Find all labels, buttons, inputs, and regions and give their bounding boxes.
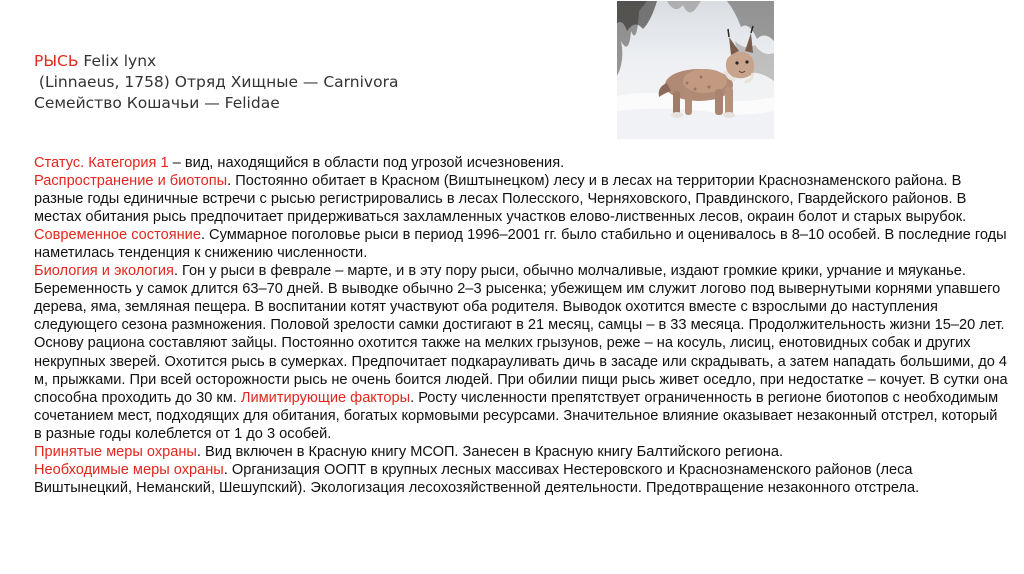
section-text: – вид, находящийся в области под угрозой исчезновения.	[168, 155, 565, 171]
section-text: . Гон у рыси в феврале – марте, и в эту пору рыси, обычно молчаливые, издают громкие крики, урчание и мяуканье. Беременность у самок длится 63–70 дней. В выводке обычно 2–3 рысенка; убежищем им служит логово под вывернутыми корнями упавшего дерева, яма, земляная пещера. В воспитании котят участвуют оба родителя. Выводок охотится вместе с взрослыми до наступления следующего сезона размножения. Половой зрелости самки достигают в 21 месяц, самцы – в 33 месяца. Продолжительность жизни 15–20 лет. Основу рациона составляют зайцы. Постоянно охотится также на мелких грызунов, реже – на косуль, лисиц, енотовидных собак и других некрупных зверей. Охотится рысь в сумерках. Предпочитает подкарауливать дичь в засаде или скрадывать, а затем нападать большими, до 4 м, прыжками. При всей осторожности рысь не очень боится людей. При обилии пищи рысь живет оседло, при недостатке – кочует. В сутки она способна проходить до 30 км.	[34, 263, 1008, 406]
section-measures-needed	[34, 461, 1009, 497]
title-line-3: Семейство Кошачьи — Felidae	[34, 94, 280, 112]
section-status	[34, 154, 1009, 172]
section-text: . Организация ООПТ в крупных лесных массивах Нестеровского и Краснознаменского районов (леса Виштынецкий, Неманский, Шешупский). Экологизация лесохозяйственной деятельности. Предотвращение незаконного отстрела.	[34, 461, 920, 496]
section-heading-limiting: Лимитирующие факторы	[240, 389, 411, 406]
section-text: . Постоянно обитает в Красном (Виштынецком) лесу и в лесах на территории Краснознаменского района. В разные годы единичные встречи с рысью регистрировались в лесах Полесского, Черняховского, Правдинского, Гвардейского районов. В местах обитания рысь предпочитает придерживаться захламленных участков елово-лиственных лесов, окраин болот и старых вырубок.	[34, 173, 967, 226]
section-measures-taken	[34, 443, 1009, 461]
title-line-1	[34, 51, 398, 72]
lynx-in-snow-photo	[617, 1, 774, 139]
species-name-ru: РЫСЬ	[34, 52, 79, 70]
section-heading: Статус. Категория 1	[34, 155, 169, 171]
species-name-lat: Felix lynx	[78, 52, 157, 70]
section-text: . Росту численности препятствует ограниченность в регионе биотопов с необходимым сочетанием мест, подходящих для обитания, богатых кормовыми ресурсами. Значительное влияние оказывает незаконный отстрел, который в разные годы колеблется от 1 до 3 особей.	[34, 389, 999, 442]
section-distribution	[34, 172, 1009, 226]
section-heading: Принятые меры охраны	[34, 443, 197, 460]
section-heading: Биология и экология	[34, 263, 174, 280]
section-heading: Необходимые меры охраны	[34, 461, 224, 478]
section-biology	[34, 262, 1009, 442]
section-current-state	[34, 226, 1009, 262]
species-description	[34, 154, 1009, 497]
page-title	[34, 51, 398, 114]
section-text: . Суммарное поголовье рыси в период 1996–2001 гг. было стабильно и оценивалось в 8–10 особей. В последние годы наметилась тенденция к снижению численности.	[34, 227, 1007, 262]
section-text: . Вид включен в Красную книгу МСОП. Занесен в Красную книгу Балтийского региона.	[196, 443, 784, 460]
lynx-photo	[617, 1, 774, 139]
section-heading: Современное состояние	[34, 227, 201, 244]
section-heading: Распространение и биотопы	[34, 173, 228, 190]
title-line-2: (Linnaeus, 1758) Отряд Хищные — Carnivora	[34, 73, 399, 91]
